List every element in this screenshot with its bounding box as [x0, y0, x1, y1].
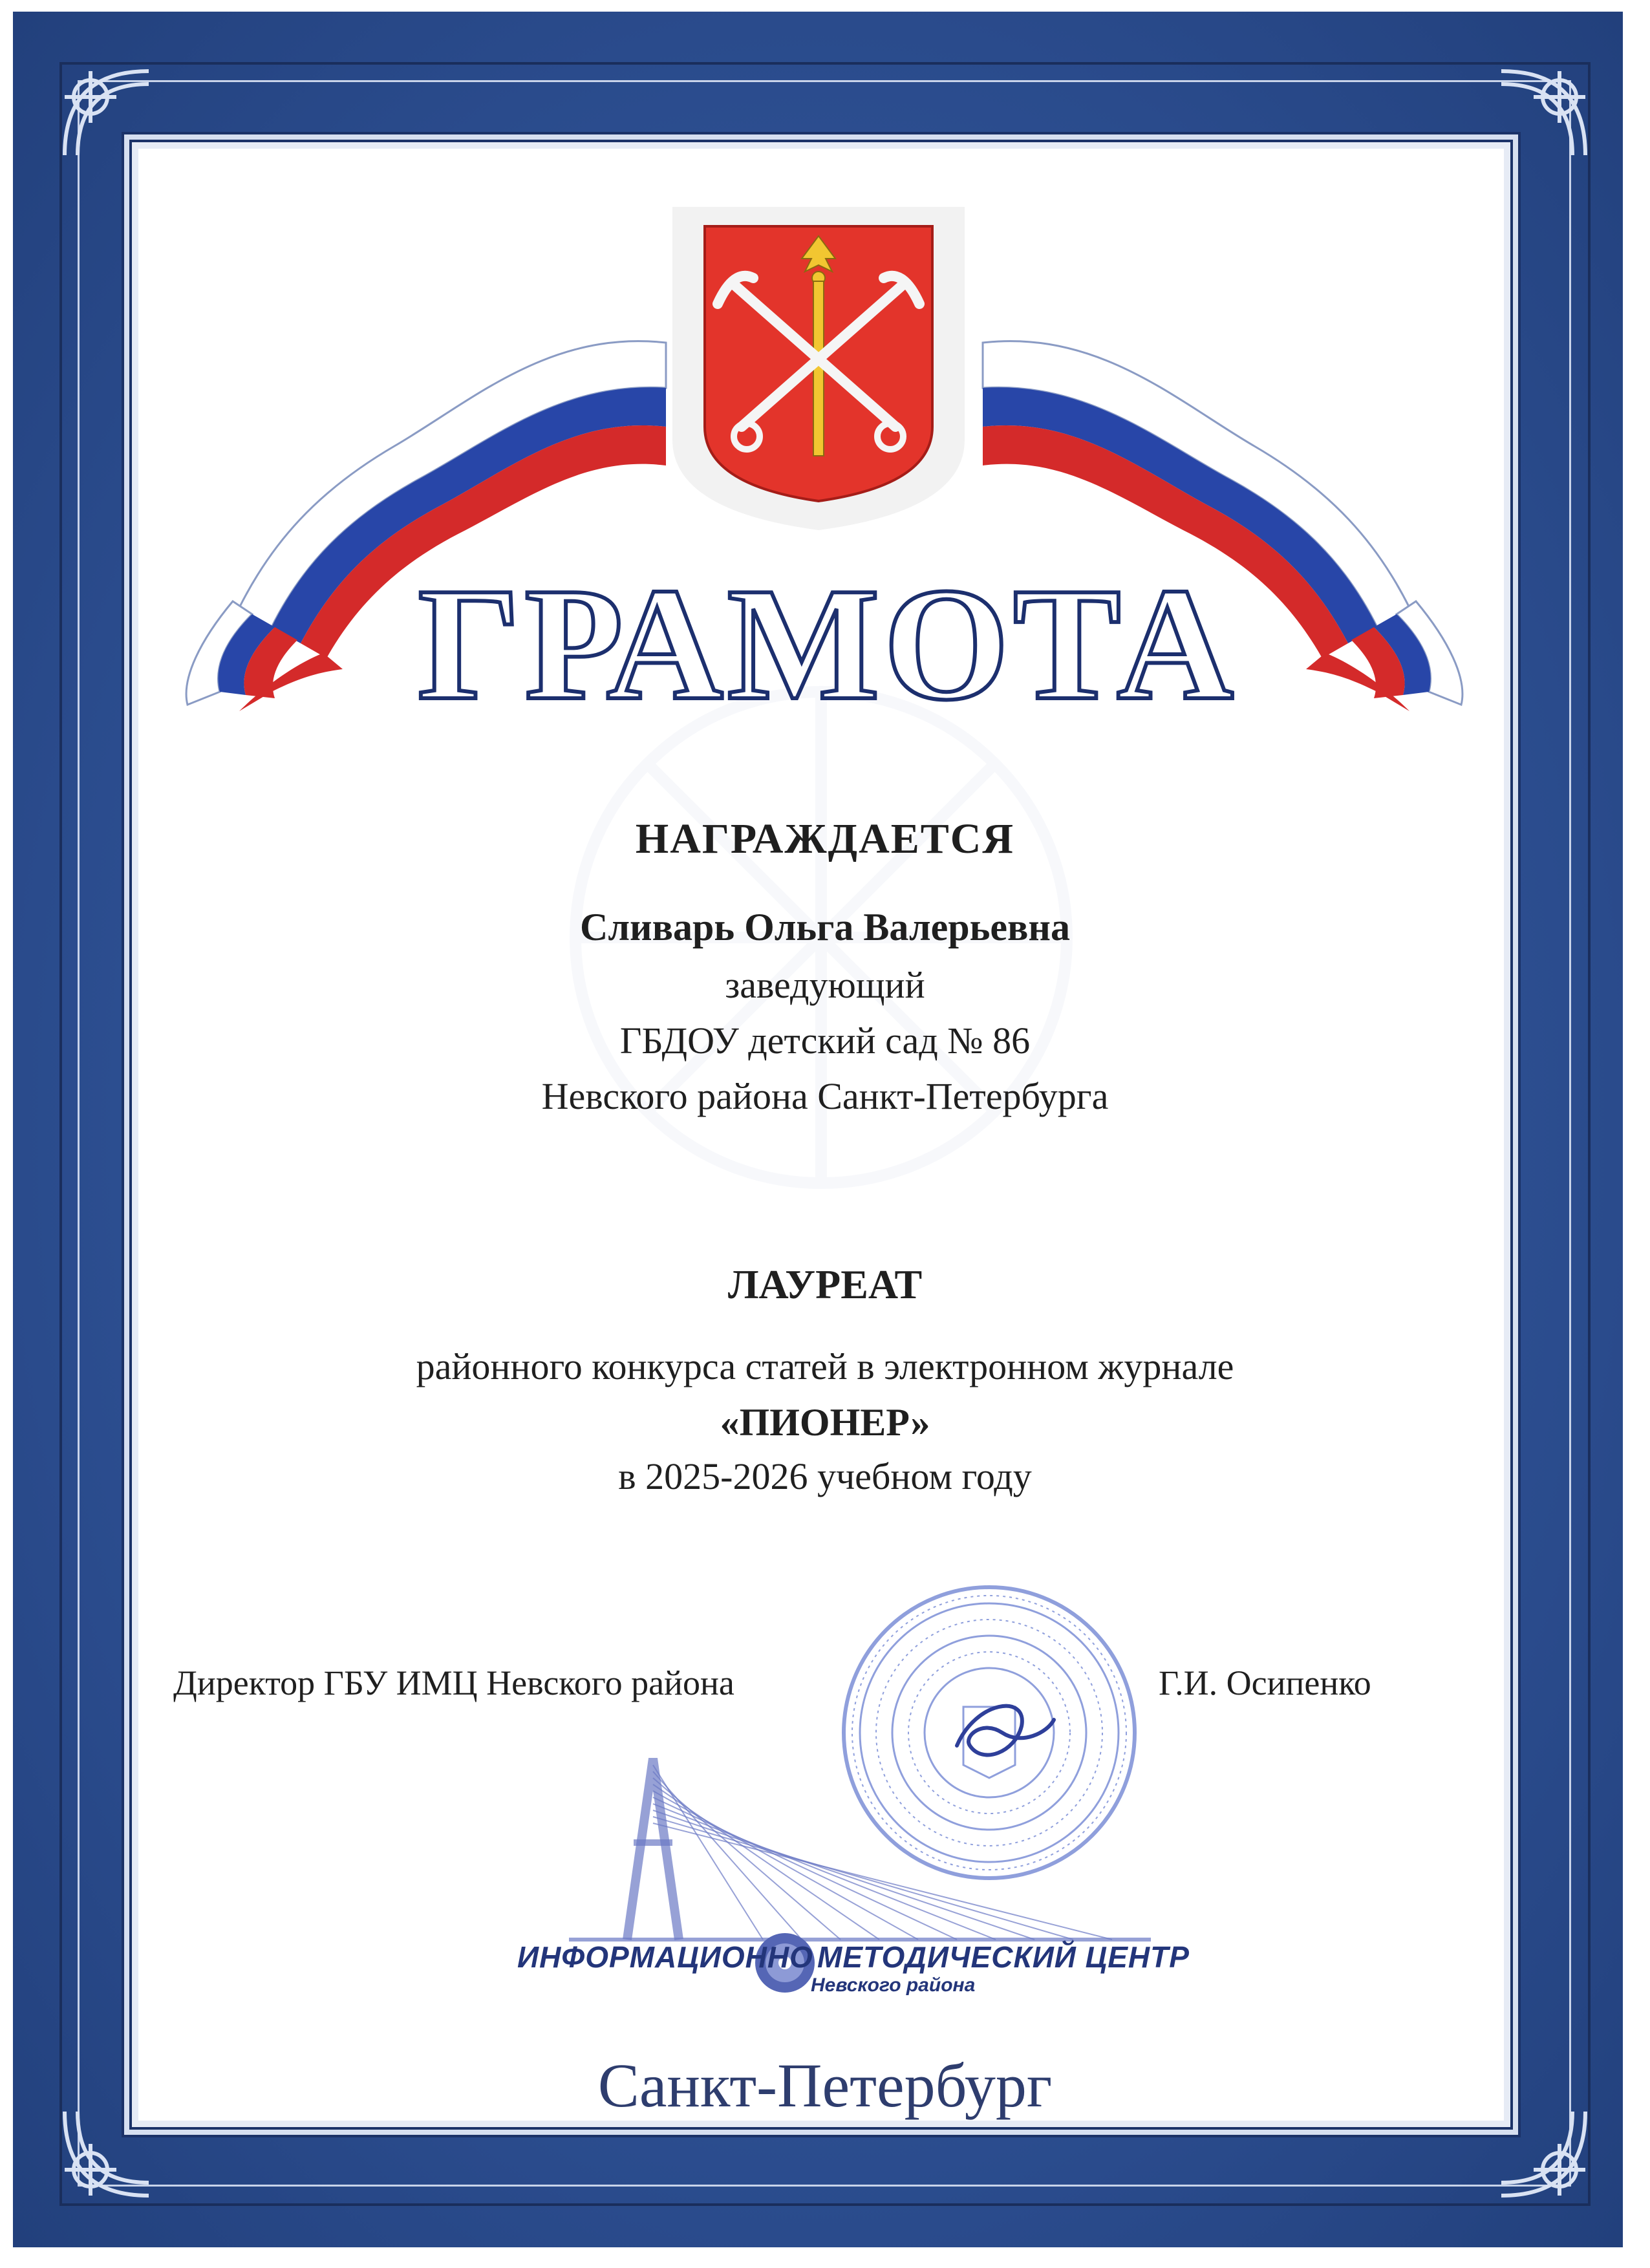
logo-text-right: МЕТОДИЧЕСКИЙ ЦЕНТР — [817, 1940, 1190, 1974]
signatory-title: Директор ГБУ ИМЦ Невского района — [173, 1664, 734, 1702]
coat-of-arms-icon — [672, 207, 965, 530]
city-name: Санкт-Петербург — [597, 2051, 1053, 2120]
logo-subtitle: Невского района — [811, 1974, 976, 1996]
journal-name: «ПИОНЕР» — [720, 1401, 930, 1444]
bridge-logo-icon — [569, 1746, 1151, 1952]
certificate-title — [362, 569, 1293, 737]
contest-description: районного конкурса статей в электронном журнале — [416, 1345, 1234, 1387]
recipient-district: Невского района Санкт-Петербурга — [541, 1075, 1109, 1117]
corner-ornament-icon — [1488, 58, 1598, 168]
recipient-position: заведующий — [725, 964, 925, 1006]
signatory-name: Г.И. Осипенко — [1159, 1664, 1371, 1702]
recipient-institution: ГБДОУ детский сад № 86 — [619, 1020, 1031, 1062]
laureate-heading: ЛАУРЕАТ — [727, 1261, 923, 1307]
logo-text-left: ИНФОРМАЦИОННО — [517, 1940, 813, 1974]
awarded-heading: НАГРАЖДАЕТСЯ — [635, 815, 1015, 862]
recipient-name: Сливарь Ольга Валерьевна — [580, 906, 1070, 948]
academic-year: в 2025-2026 учебном году — [618, 1455, 1032, 1497]
title-text: ГРАМОТА — [418, 569, 1238, 734]
